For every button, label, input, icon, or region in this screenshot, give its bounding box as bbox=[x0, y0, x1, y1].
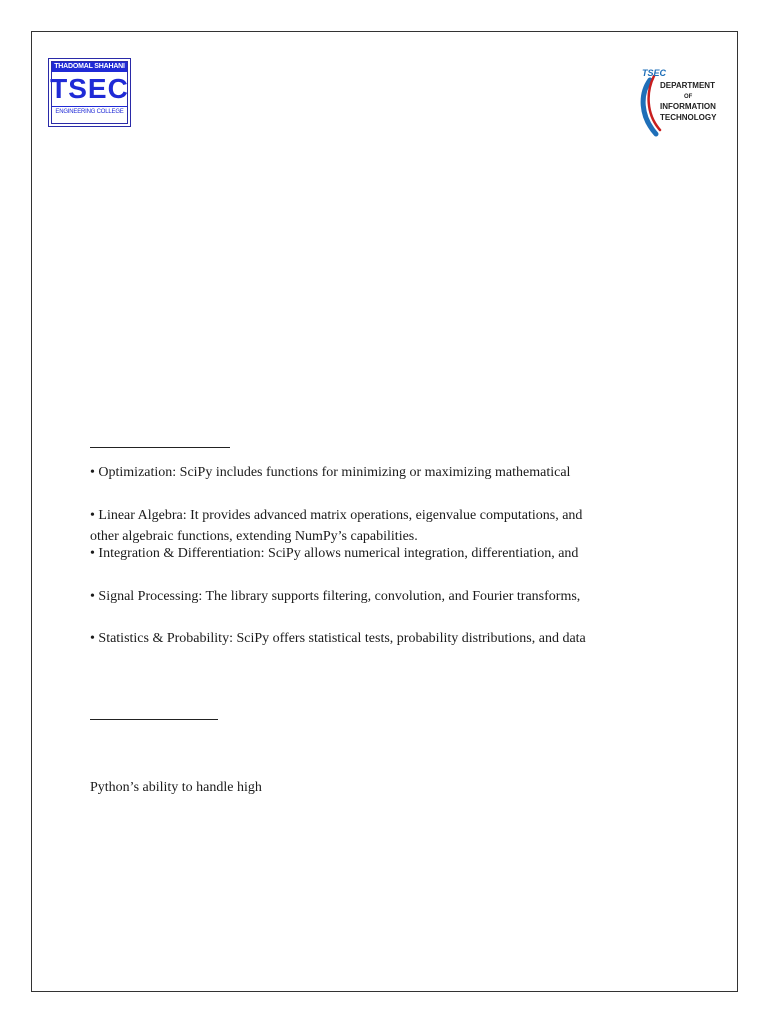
logo-line-technology: TECHNOLOGY bbox=[660, 113, 717, 122]
tsec-logo-frame bbox=[51, 61, 128, 124]
closing-paragraph: Python’s ability to handle high bbox=[90, 780, 262, 795]
tsec-logo-bottom-text: ENGINEERING COLLEGE bbox=[52, 106, 127, 117]
logo-line-information: INFORMATION bbox=[660, 102, 716, 111]
bullet-optimization: • Optimization: SciPy includes functions for minimizing or maximizing mathematical bbox=[90, 465, 571, 480]
bullet-signal-processing: • Signal Processing: The library supports filtering, convolution, and Fourier transforms, bbox=[90, 589, 581, 604]
tsec-logo-top-text: THADOMAL SHAHANI bbox=[52, 62, 127, 72]
bullet-linear-algebra: • Linear Algebra: It provides advanced matrix operations, eigenvalue computations, and bbox=[90, 508, 583, 523]
logo-arc-text bbox=[642, 68, 667, 78]
logo-line-department: DEPARTMENT bbox=[660, 81, 715, 90]
bullet-linear-algebra-continued: other algebraic functions, extending NumPy’s capabilities. bbox=[90, 529, 418, 544]
tsec-college-logo bbox=[48, 58, 131, 127]
bullet-statistics-probability: • Statistics & Probability: SciPy offers statistical tests, probability distributions, and data bbox=[90, 631, 586, 646]
logo-line-of: OF bbox=[684, 94, 693, 100]
logo-arc-text-span: TSEC bbox=[642, 68, 667, 78]
tsec-logo-main-text: TSEC bbox=[50, 73, 129, 104]
department-it-logo bbox=[636, 58, 722, 140]
section-rule-bottom bbox=[90, 719, 218, 720]
section-rule-top bbox=[90, 447, 230, 448]
department-logo-graphic bbox=[636, 58, 722, 140]
bullet-integration-differentiation: • Integration & Differentiation: SciPy allows numerical integration, differentiation, and bbox=[90, 546, 579, 561]
